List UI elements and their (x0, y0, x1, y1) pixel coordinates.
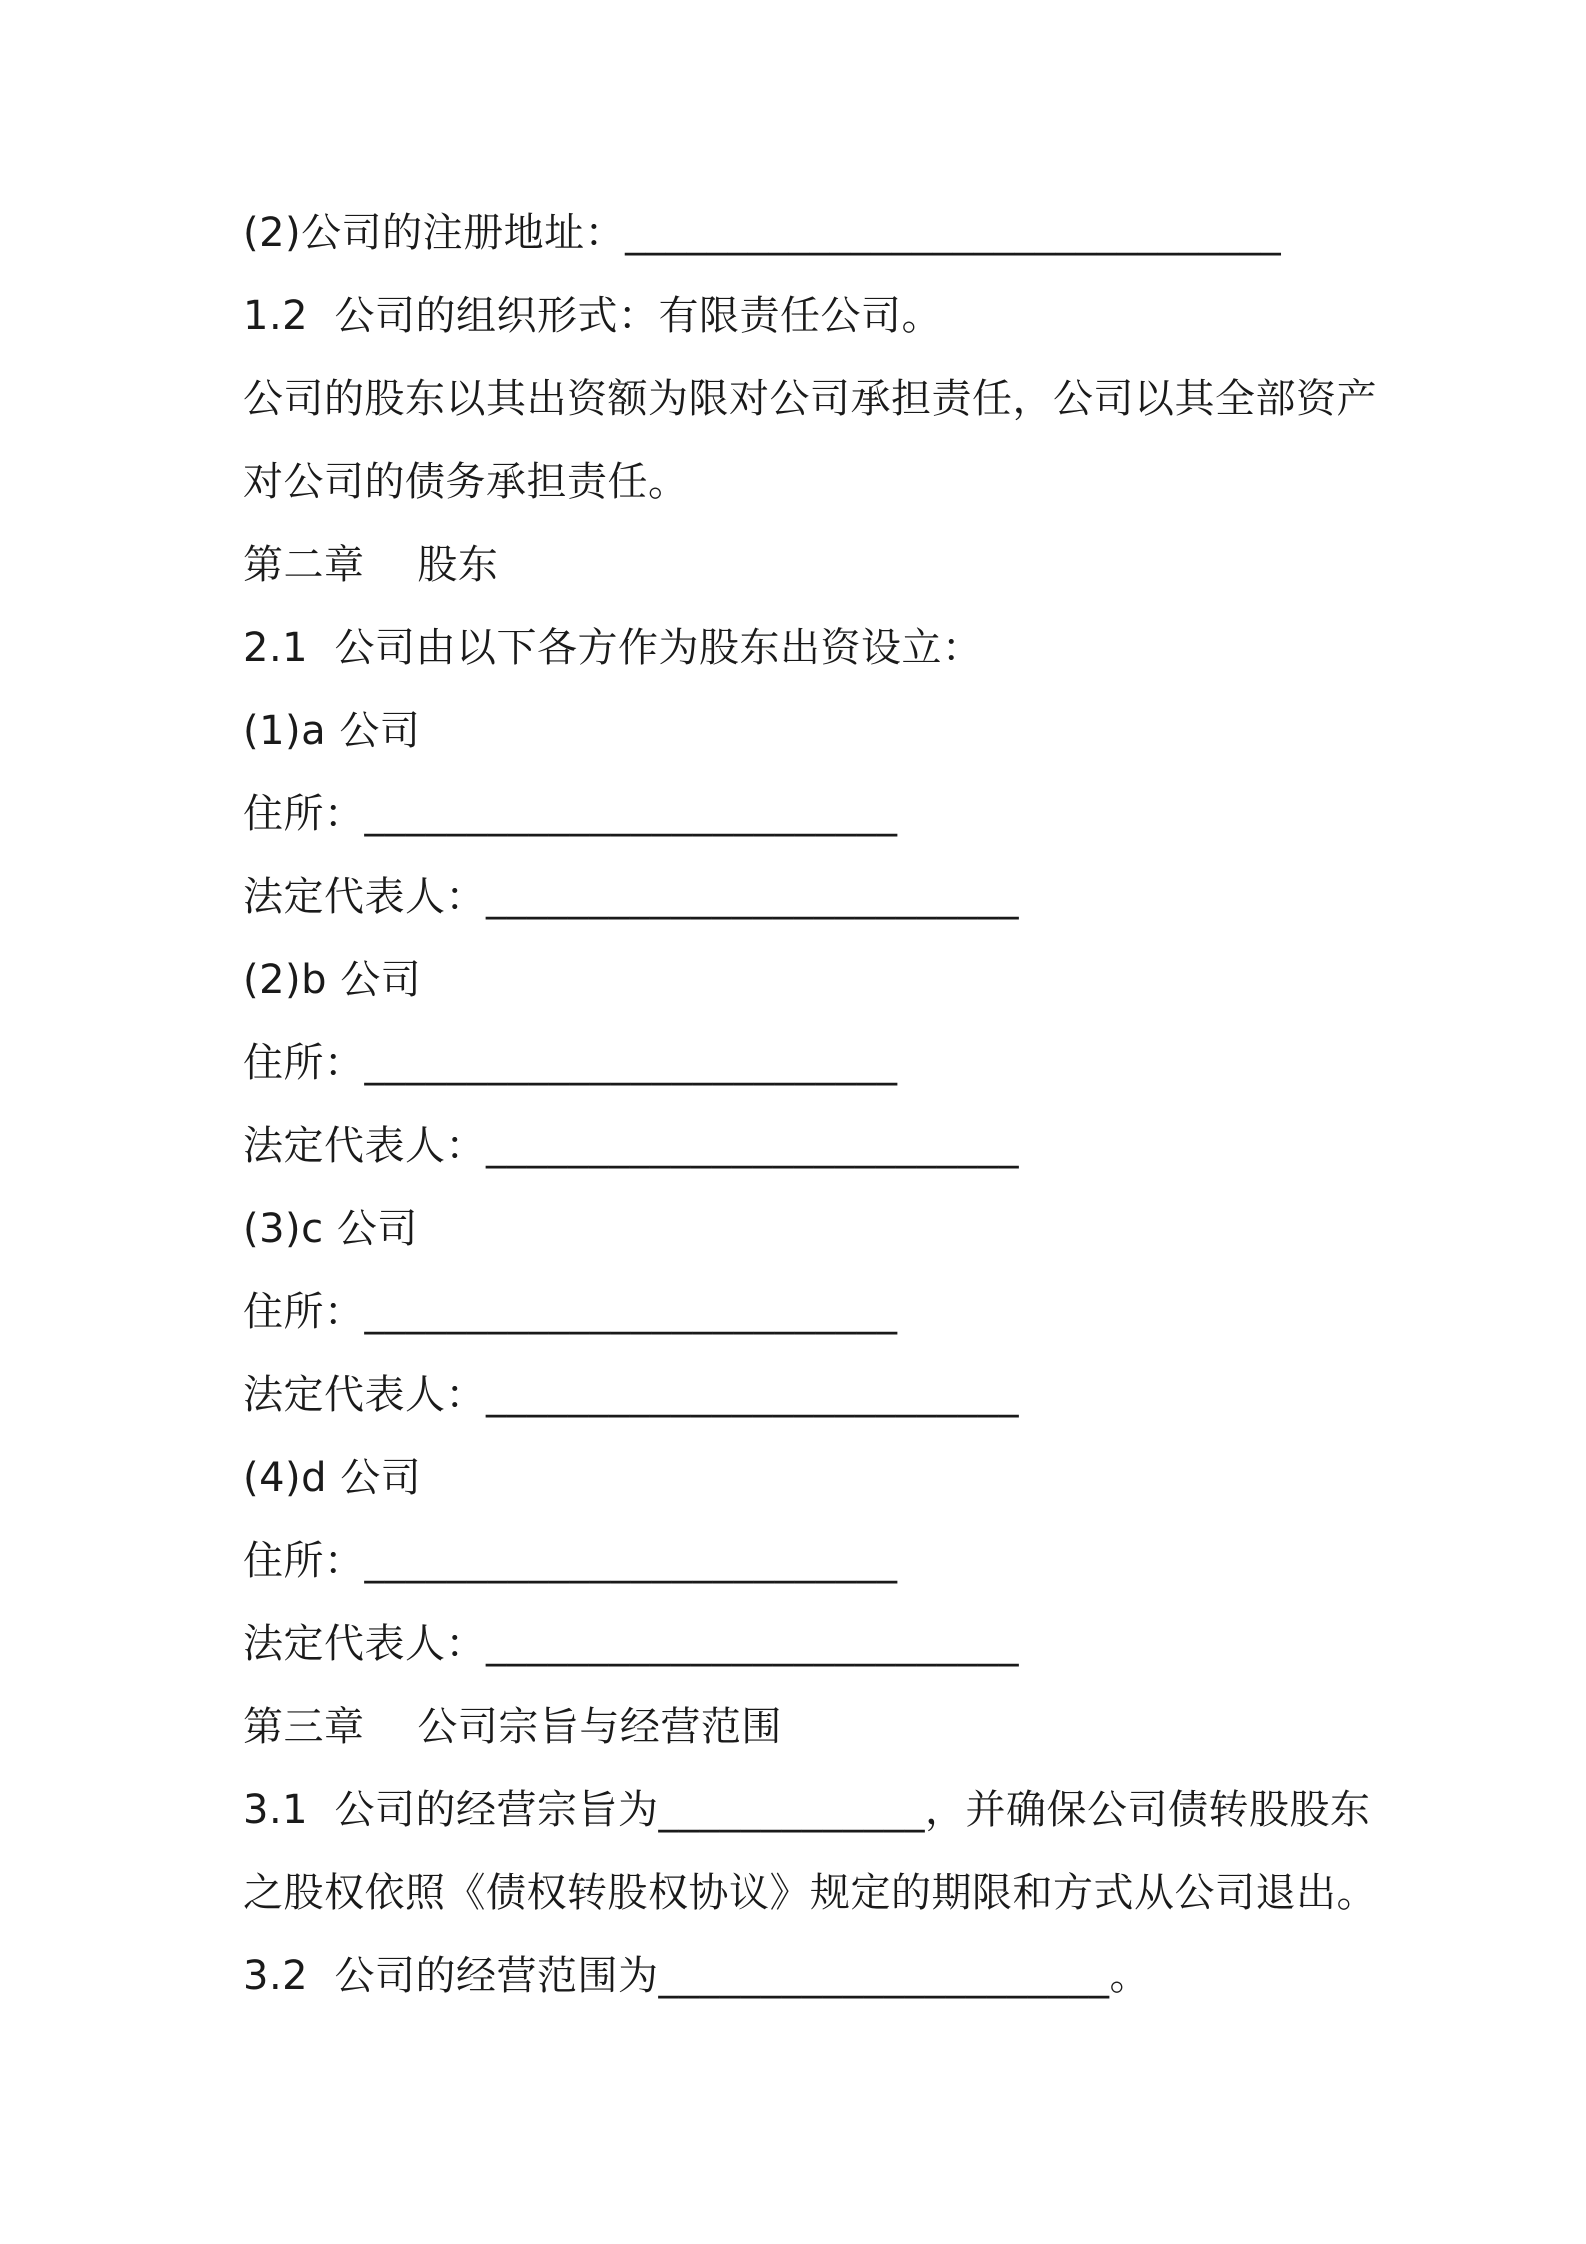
shareholder-b-legal-rep: 法定代表人：__________________________ (243, 1123, 1019, 1169)
liability-paragraph-line-1: 公司的股东以其出资额为限对公司承担责任，公司以其全部资产 (243, 376, 1377, 422)
shareholder-a-address: 住所：__________________________ (243, 791, 898, 837)
shareholder-d-legal-rep: 法定代表人：__________________________ (243, 1621, 1019, 1667)
shareholder-a-name: (1)a 公司 (243, 708, 421, 754)
shareholder-d-address: 住所：__________________________ (243, 1538, 898, 1584)
chapter-3-heading: 第三章 公司宗旨与经营范围 (243, 1704, 782, 1750)
clause-2-1: 2.1 公司由以下各方作为股东出资设立： (243, 625, 983, 671)
clause-3-1-line-1: 3.1 公司的经营宗旨为_____________，并确保公司债转股股东 (243, 1787, 1371, 1833)
liability-paragraph-line-2: 对公司的债务承担责任。 (243, 459, 689, 505)
registered-address-line: (2)公司的注册地址：________________________________ (243, 210, 1282, 256)
shareholder-b-name: (2)b 公司 (243, 957, 422, 1003)
clause-1-2: 1.2 公司的组织形式：有限责任公司。 (243, 293, 943, 339)
shareholder-b-address: 住所：__________________________ (243, 1040, 898, 1086)
shareholder-c-name: (3)c 公司 (243, 1206, 418, 1252)
shareholder-a-legal-rep: 法定代表人：__________________________ (243, 874, 1019, 920)
clause-3-2: 3.2 公司的经营范围为______________________。 (243, 1953, 1151, 1999)
chapter-2-heading: 第二章 股东 (243, 542, 499, 588)
shareholder-c-legal-rep: 法定代表人：__________________________ (243, 1372, 1019, 1418)
shareholder-d-name: (4)d 公司 (243, 1455, 422, 1501)
shareholder-c-address: 住所：__________________________ (243, 1289, 898, 1335)
clause-3-1-line-2: 之股权依照《债权转股权协议》规定的期限和方式从公司退出。 (243, 1870, 1377, 1916)
